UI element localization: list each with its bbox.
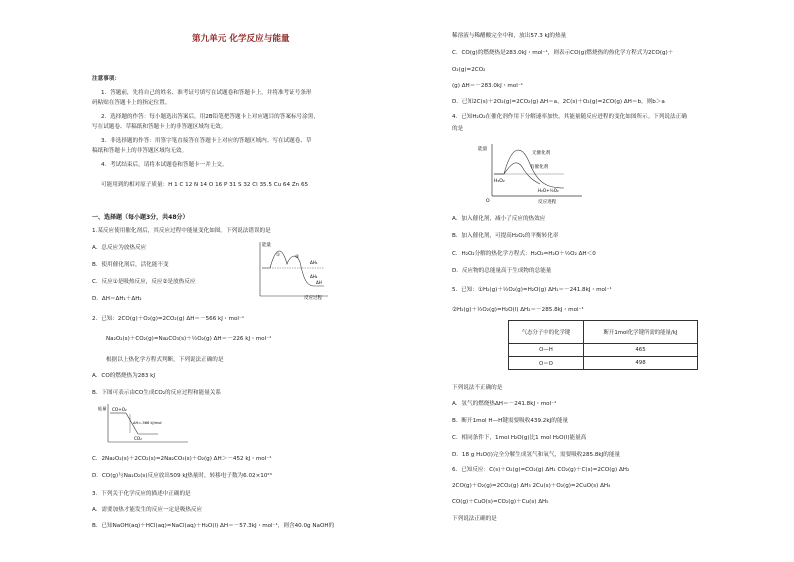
notice-line: 1．答题前，先将自己的姓名、准考证号填写在试题卷和答题卡上，并将准考证号条形 (101, 90, 312, 96)
q3-option-a: A．需要加热才能发生的反应一定是吸热反应 (92, 507, 203, 513)
q4-stem: 4．已知H₂O₂在催化剂作用下分解速率加快，其能量随反应进程的变化如图所示。下列说法正确 (452, 114, 687, 120)
table-cell: O＝O (509, 357, 584, 370)
notice-line: 2．选择题的作答：每小题选出答案后，用2B铅笔把答题卡上对应题目的答案标号涂黑， (101, 114, 319, 120)
q3-option-b: B．已知NaOH(aq)＋HCl(aq)=NaCl(aq)＋H₂O(l) ΔH＝－57.3kJ・mol⁻¹，则含40.0g NaOH的 (92, 523, 335, 529)
table-cell: 498 (584, 357, 698, 370)
table-header-cell: 气态分子中的化学键 (509, 321, 584, 344)
q5-bond-energy-table (508, 320, 698, 370)
q3-option-c-cont: O₂(g)=2CO₂ (452, 67, 486, 73)
notice-line: 3．非选择题的作答：用签字笔直接答在答题卡上对应的答题区域内。写在试题卷、草 (101, 138, 312, 144)
q1-option-b: B．使用催化剂后，活化能不变 (92, 262, 169, 268)
q5-eq2: ②H₂(g)＋½O₂(g)=H₂O(l) ΔH₂＝－285.8kJ・mol⁻¹ (452, 307, 584, 313)
q4-fig-ylabel: 能量 (478, 147, 488, 152)
q1-fig-dh: ΔH (316, 280, 322, 285)
table-row (509, 344, 698, 357)
q2-option-b: B．下图可表示由CO生成CO₂的反应过程和能量关系 (92, 390, 221, 396)
q3-option-c-cont2: (g) ΔH＝－283.0kJ・mol⁻¹ (452, 83, 524, 89)
table-header-cell: 断开1mol化学键所需的能量/kJ (584, 321, 698, 344)
q3-option-d: D．已知2C(s)＋2O₂(g)=2CO₂(g) ΔH＝a，2C(s)＋O₂(g)=2CO(g) ΔH＝b，则b＞a (452, 99, 665, 105)
q2-option-a: A．CO的燃烧热为283 kJ (92, 373, 156, 379)
atomic-mass-line: 可能用到的相对原子质量：H 1 C 12 N 14 O 16 P 31 S 32 Cl 35.5 Cu 64 Zn 65 (101, 182, 309, 188)
q4-option-b: B．加入催化剂，可提高H₂O₂的平衡转化率 (452, 233, 559, 239)
table-row (509, 357, 698, 370)
q2-option-c: C．2Na₂O₂(s)＋2CO₂(s)=2Na₂CO₃(s)＋O₂(g) ΔH＞－452 kJ・mol⁻¹ (92, 456, 272, 462)
q2-stem: 根据以上热化学方程式判断，下列说法正确的是 (106, 357, 224, 363)
q2-eq1: 2．已知：2CO(g)＋O₂(g)=2CO₂(g) ΔH＝－566 kJ・mol⁻¹ (92, 316, 245, 322)
q1-option-c: C．反应①是吸热反应，反应②是放热反应 (92, 279, 196, 285)
q4-fig-origin: O (486, 199, 490, 204)
q2-option-d: D．CO(g)与Na₂O₂(s)反应放出509 kJ热量时，转移电子数为6.02×10²³ (92, 473, 272, 479)
q1-fig-step1: ① (276, 253, 281, 258)
q6-stem: 下列说法正确的是 (452, 516, 497, 522)
q2-fig-bottom: CO₂ (134, 436, 142, 441)
q2-fig-top: CO+O₂ (112, 407, 127, 412)
q6-eq-line1: 6．已知反应：C(s)＋O₂(g)=CO₂(g) ΔH₁ CO₂(g)＋C(s)=2CO(g) ΔH₂ (452, 467, 630, 473)
q3-stem: 3．下列关于化学反应的描述中正确的是 (92, 491, 191, 497)
q1-fig-dh1: ΔH₁ (310, 260, 318, 265)
q1-energy-diagram (252, 238, 330, 300)
q2-energy-diagram (98, 402, 190, 446)
q3-option-c: C．CO(g)的燃烧热是283.0kJ・mol⁻¹，则表示CO(g)燃烧热的热化学方程式为2CO(g)＋ (452, 50, 674, 56)
notice-line: 稿纸和答题卡上的非答题区域均无效。 (92, 148, 188, 154)
table-cell: O—H (509, 344, 584, 357)
q4-fig-reactant: H₂O₂ (494, 179, 505, 184)
q5-eq1: 5．已知：①H₂(g)＋½O₂(g)=H₂O(g) ΔH₁＝－241.8kJ・mol⁻¹ (452, 287, 612, 293)
q3-option-b-cont: 稀溶液与稀醋酸完全中和，放出57.3 kJ的热量 (452, 33, 567, 39)
q4-fig-xlabel: 反应进程 (538, 200, 557, 205)
q4-stem-cont: 的是 (452, 126, 464, 132)
table-cell: 465 (584, 344, 698, 357)
q4-fig-no-catalyst: 无催化剂 (532, 151, 551, 156)
q4-option-a: A．加入催化剂，减小了反应的热效应 (452, 216, 546, 222)
q5-option-a: A．氢气的燃烧热ΔH＝－241.8kJ・mol⁻¹ (452, 401, 557, 407)
section-heading: 一、选择题（每小题3分，共48分） (92, 214, 189, 221)
q4-energy-diagram (478, 140, 586, 206)
q6-eq-line3: CO(g)＋CuO(s)=CO₂(g)＋Cu(s) ΔH₅ (452, 499, 549, 505)
q5-option-b: B．断开1mol H—H键需要吸收439.2kJ的能量 (452, 418, 569, 424)
q4-option-c: C．H₂O₂分解的热化学方程式：H₂O₂=H₂O＋½O₂ ΔH＜0 (452, 251, 596, 257)
q1-fig-step2: ② (295, 255, 300, 260)
q5-option-c: C．相同条件下，1mol H₂O(g)比1 mol H₂O(l)能量高 (452, 435, 587, 441)
q4-fig-catalyst: 有催化剂 (530, 165, 549, 170)
q2-fig-dh: ΔH=-566 kJ/mol (133, 421, 162, 425)
q4-fig-product: H₂O+½O₂ (538, 188, 559, 193)
notice-line: 写在试题卷、草稿纸和答题卡上的非答题区域均无效。 (92, 124, 227, 130)
page-title: 第九单元 化学反应与能量 (192, 34, 290, 44)
notice-line: 码粘贴在答题卡上的指定位置。 (92, 100, 171, 106)
table-header-row (509, 321, 698, 344)
q1-fig-dh2: ΔH₂ (310, 274, 318, 279)
notice-heading: 注意事项： (92, 76, 120, 82)
q5-option-d: D．18 g H₂O(l)完全分解生成氢气和氧气，需要吸收285.8kJ的能量 (452, 452, 621, 458)
q2-eq2: Na₂O₂(s)＋CO₂(g)=Na₂CO₃(s)＋½O₂(g) ΔH＝－226 kJ・mol⁻¹ (106, 336, 272, 342)
q1-option-d: D．ΔH＝ΔH₁＋ΔH₂ (92, 296, 142, 302)
q1-option-a: A．总反应为放热反应 (92, 245, 147, 251)
q2-fig-ylabel: 能量 (98, 406, 107, 411)
notice-line: 4．考试结束后，请将本试题卷和答题卡一并上交。 (101, 162, 228, 168)
q1-fig-xlabel: 反应过程 (304, 296, 322, 300)
q5-stem: 下列说法不正确的是 (452, 385, 503, 391)
q1-fig-ylabel: 能量 (262, 243, 271, 248)
q1-stem: 1.某反应使用催化剂后，其反应过程中能量变化如图。下列说法错误的是 (92, 228, 271, 234)
q4-option-d: D．反应物的总能量高于生成物的总能量 (452, 268, 552, 274)
q6-eq-line2: 2CO(g)＋O₂(g)=2CO₂(g) ΔH₃ 2Cu(s)＋O₂(g)=2CuO(s) ΔH₄ (452, 483, 611, 489)
